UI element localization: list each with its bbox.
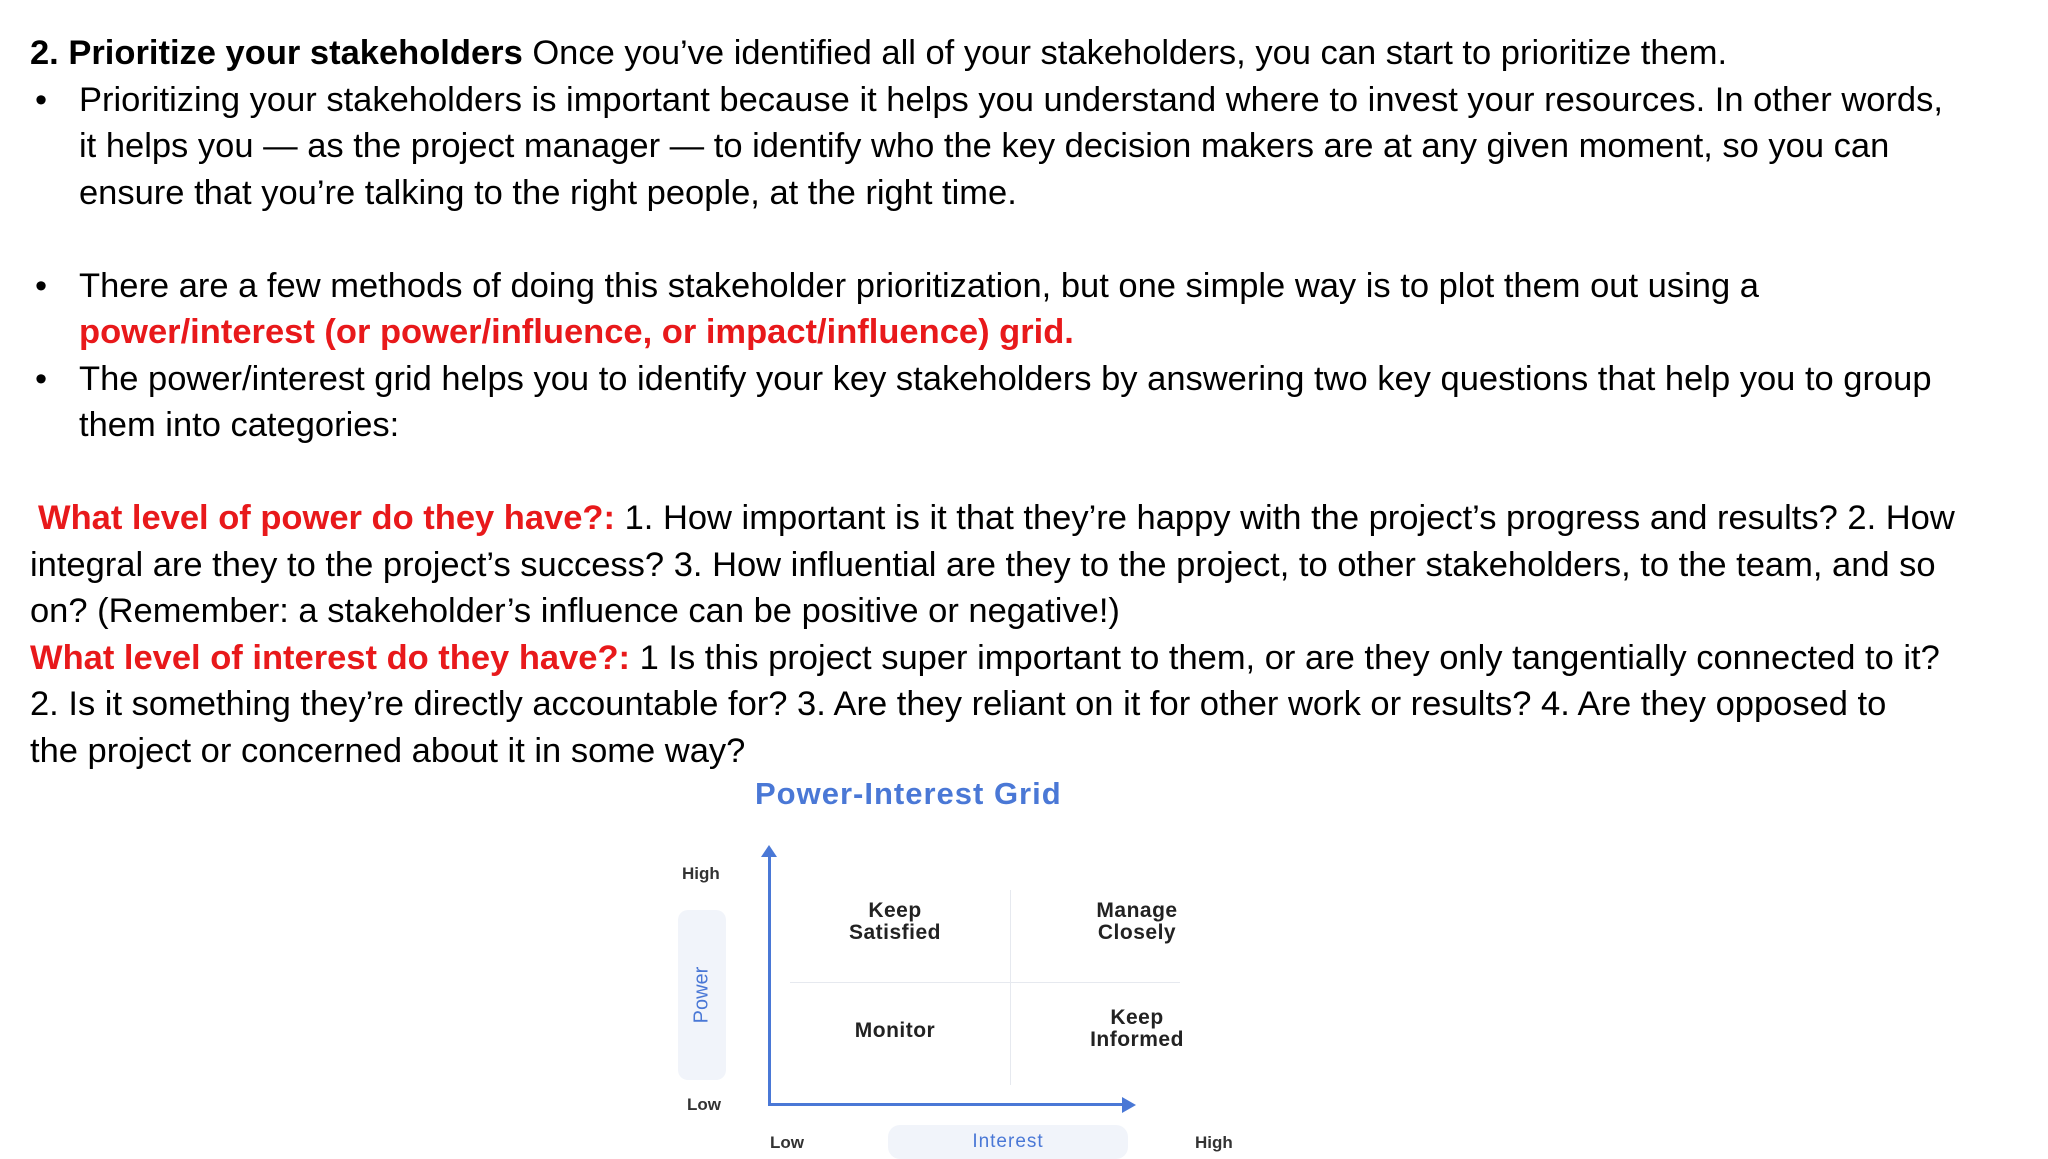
x-axis-arrow-icon	[1122, 1097, 1136, 1113]
power-question-label: What level of power do they have?:	[38, 499, 615, 537]
bullet-grid-purpose	[30, 356, 2025, 449]
x-low-label: Low	[770, 1133, 804, 1152]
power-question-line	[30, 495, 2025, 542]
bullet-text: it helps you — as the project manager — to identify who the key decision makers are at any given moment, so you can	[79, 127, 1890, 165]
quadrant-divider-vertical	[1010, 890, 1011, 1085]
power-interest-grid	[650, 770, 1290, 1150]
section-intro: Once you’ve identified all of your stakeholders, you can start to prioritize them.	[522, 34, 1728, 72]
bullet-text: The power/interest grid helps you to identify your key stakeholders by answering two key questions that help you to group	[79, 359, 1932, 398]
bullet-text: Prioritizing your stakeholders is important because it helps you understand where to invest your resources. In other words,	[79, 80, 1943, 119]
bullet-prioritizing	[30, 77, 2025, 217]
bullet-methods	[30, 263, 2025, 356]
power-question-text: integral are they to the project’s success? 3. How influential are they to the project, to other stakeholders, to the team, and so	[30, 545, 1936, 584]
quadrant-text: Keep	[1110, 1006, 1164, 1029]
y-low-label: Low	[687, 1095, 721, 1114]
power-axis-label: Power	[690, 966, 713, 1024]
bullet-text: ensure that you’re talking to the right people, at the right time.	[79, 173, 1017, 212]
y-axis-line	[768, 855, 771, 1105]
interest-axis-label: Interest	[972, 1131, 1044, 1152]
quadrant-monitor	[855, 1020, 935, 1042]
quadrant-text: Informed	[1090, 1028, 1184, 1051]
spacer	[30, 216, 2025, 263]
quadrant-text: Manage	[1096, 899, 1178, 922]
bullet-dot-icon: •	[35, 359, 48, 398]
quadrant-text: Closely	[1097, 921, 1177, 944]
interest-question-text: 1 Is this project super important to them, or are they only tangentially connected to it?	[630, 638, 1940, 677]
bullet-highlight: power/interest (or power/influence, or impact/influence) grid.	[79, 313, 1074, 351]
quadrant-text: Keep	[868, 899, 922, 922]
quadrant-manage-closely	[1096, 900, 1177, 944]
spacer	[30, 449, 2025, 496]
quadrant-keep-informed	[1090, 1007, 1184, 1051]
quadrant-text: Monitor	[854, 1019, 936, 1042]
quadrant-divider-horizontal	[790, 982, 1180, 983]
y-high-label: High	[682, 864, 720, 883]
quadrant-keep-satisfied	[849, 900, 941, 944]
interest-question-text: 2. Is it something they’re directly accountable for? 3. Are they reliant on it for other work or results? 4. Are they opposed to	[30, 685, 1887, 723]
interest-question-line	[30, 635, 2025, 682]
interest-question-label: What level of interest do they have?:	[30, 638, 631, 677]
bullet-text: There are a few methods of doing this stakeholder prioritization, but one simple way is to plot them out using a	[79, 266, 1759, 305]
section-heading: 2. Prioritize your stakeholders	[30, 34, 523, 72]
power-question-text: 1. How important is it that they’re happy with the project’s progress and results? 2. How	[615, 499, 1955, 537]
bullet-dot-icon: •	[35, 80, 48, 119]
section-heading-line	[30, 30, 2025, 77]
document-body	[30, 30, 2025, 774]
power-question-text: on? (Remember: a stakeholder’s influence can be positive or negative!)	[30, 592, 1120, 630]
grid-title: Power-Interest Grid	[755, 776, 1062, 811]
x-high-label: High	[1195, 1133, 1233, 1152]
quadrant-text: Satisfied	[848, 921, 942, 944]
x-axis-line	[768, 1103, 1123, 1106]
bullet-text: them into categories:	[79, 406, 400, 444]
bullet-dot-icon: •	[35, 266, 48, 305]
interest-question-text: the project or concerned about it in some way?	[30, 731, 746, 770]
